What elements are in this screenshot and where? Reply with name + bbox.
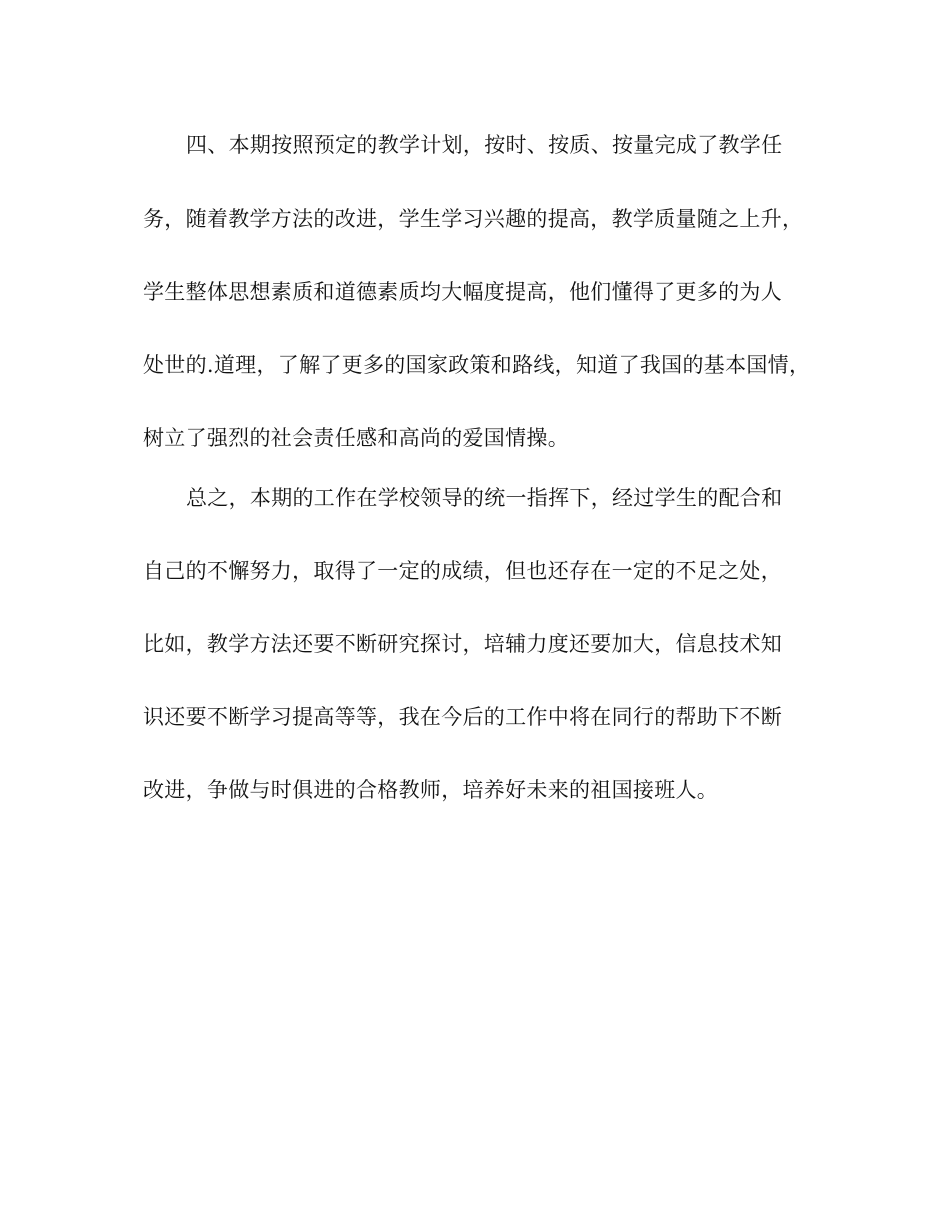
paragraph-line: 改进，争做与时俱进的合格教师，培养好未来的祖国接班人。: [143, 778, 719, 802]
paragraph-line: 总之，本期的工作在学校领导的统一指挥下，经过学生的配合和: [186, 486, 783, 510]
paragraph-line: 树立了强烈的社会责任感和高尚的爱国情操。: [143, 426, 569, 450]
paragraph-line: 处世的.道理，了解了更多的国家政策和路线，知道了我国的基本国情，: [143, 353, 811, 377]
paragraph-line: 学生整体思想素质和道德素质均大幅度提高，他们懂得了更多的为人: [143, 280, 782, 304]
paragraph-line: 四、本期按照预定的教学计划，按时、按质、按量完成了教学任: [186, 133, 783, 157]
paragraph-line: 务，随着教学方法的改进，学生学习兴趣的提高，教学质量随之上升，: [143, 207, 804, 231]
paragraph-line: 自己的不懈努力，取得了一定的成绩，但也还存在一定的不足之处，: [143, 559, 782, 583]
paragraph-line: 比如，教学方法还要不断研究探讨，培辅力度还要加大，信息技术知: [143, 632, 782, 656]
paragraph-line: 识还要不断学习提高等等，我在今后的工作中将在同行的帮助下不断: [143, 705, 782, 729]
